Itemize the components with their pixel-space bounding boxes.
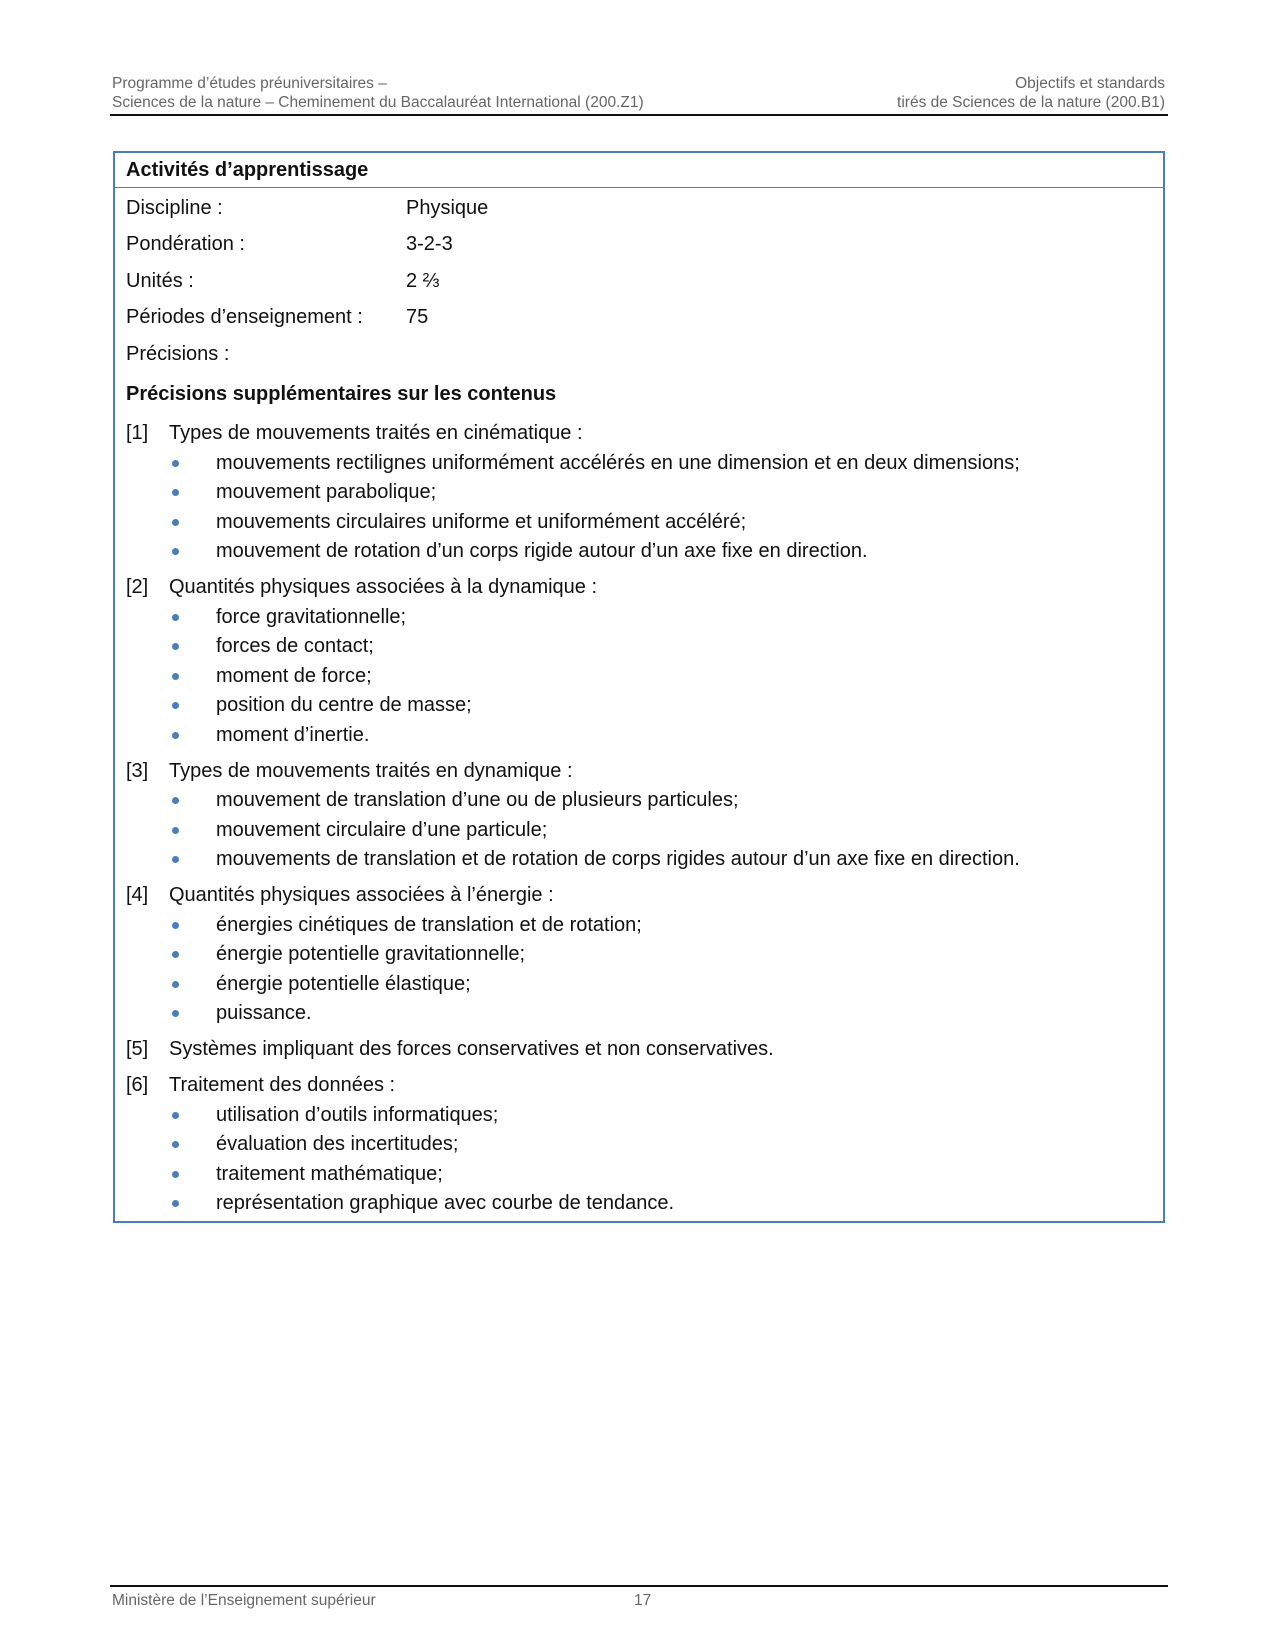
bullet-icon: [172, 1200, 179, 1207]
meta-label: Discipline :: [126, 196, 223, 219]
content-list: [115, 415, 1163, 1219]
section-subtitle: tirés de Sciences de la nature (200.B1): [897, 94, 1165, 111]
meta-row: [126, 336, 1152, 373]
program-subtitle: Sciences de la nature – Cheminement du Baccalauréat International (200.Z1): [112, 94, 644, 111]
bullet-text: mouvements de translation et de rotation de corps rigides autour d’un axe fixe en direction.: [216, 848, 1020, 871]
item-text: Types de mouvements traités en dynamique :: [169, 759, 573, 782]
bullet-icon: [172, 519, 179, 526]
bullet-icon: [172, 1112, 179, 1119]
footer-divider: [110, 1585, 1168, 1587]
bullet-item: [126, 999, 1152, 1029]
subheading: Précisions supplémentaires sur les contenus: [126, 382, 557, 405]
bullet-icon: [172, 1171, 179, 1178]
bullet-icon: [172, 548, 179, 555]
item-number: [2]: [126, 576, 149, 598]
bullet-icon: [172, 797, 179, 804]
bullet-text: force gravitationnelle;: [216, 605, 407, 628]
meta-value: Physique: [406, 196, 489, 219]
list-item: [126, 1035, 1152, 1065]
bullet-item: [126, 1160, 1152, 1190]
bullet-text: mouvement de translation d’une ou de plusieurs particules;: [216, 789, 739, 812]
list-item: [126, 419, 1152, 567]
bullet-icon: [172, 1010, 179, 1017]
bullet-item: [126, 786, 1152, 816]
bullet-item: [126, 970, 1152, 1000]
list-item: [126, 573, 1152, 751]
page-number: 17: [634, 1592, 652, 1609]
bullet-icon: [172, 1141, 179, 1148]
item-number: [6]: [126, 1074, 149, 1096]
item-number: [5]: [126, 1038, 149, 1060]
item-text: Quantités physiques associées à la dynamique :: [169, 576, 598, 598]
bullet-icon: [172, 643, 179, 650]
bullet-text: forces de contact;: [216, 635, 374, 658]
bullet-text: moment de force;: [216, 664, 372, 687]
box-title: Activités d’apprentissage: [115, 153, 1163, 188]
meta-value: 3-2-3: [406, 233, 453, 256]
bullet-item: [126, 603, 1152, 633]
bullet-text: puissance.: [216, 1002, 312, 1025]
meta-label: Pondération :: [126, 233, 245, 256]
bullet-item: [126, 911, 1152, 941]
bullet-text: énergie potentielle gravitationnelle;: [216, 943, 526, 966]
list-item: [126, 756, 1152, 875]
meta-value: 2 ⅔: [406, 269, 440, 292]
meta-row: [126, 227, 1152, 264]
bullet-icon: [172, 922, 179, 929]
bullet-icon: [172, 614, 179, 621]
bullet-icon: [172, 827, 179, 834]
bullet-icon: [172, 460, 179, 467]
bullet-icon: [172, 673, 179, 680]
bullet-text: mouvements rectilignes uniformément accélérés en une dimension et en deux dimensions;: [216, 451, 1020, 474]
bullet-item: [126, 632, 1152, 662]
header-right: [897, 74, 1165, 112]
bullet-text: énergies cinétiques de translation et de rotation;: [216, 913, 642, 936]
bullet-item: [126, 478, 1152, 508]
bullet-item: [126, 816, 1152, 846]
item-text: Systèmes impliquant des forces conservatives et non conservatives.: [169, 1038, 774, 1060]
item-text: Traitement des données :: [169, 1074, 396, 1096]
activities-box: [113, 151, 1165, 1223]
bullet-item: [126, 1101, 1152, 1131]
bullet-item: [126, 721, 1152, 751]
item-number: [4]: [126, 884, 149, 906]
section-title: Objectifs et standards: [1015, 75, 1165, 92]
bullet-text: mouvement de rotation d’un corps rigide autour d’un axe fixe en direction.: [216, 540, 868, 563]
bullet-text: moment d’inertie.: [216, 723, 370, 746]
item-number: [3]: [126, 759, 149, 782]
bullet-text: utilisation d’outils informatiques;: [216, 1103, 499, 1126]
list-item: [126, 881, 1152, 1029]
bullet-icon: [172, 856, 179, 863]
bullet-text: mouvement parabolique;: [216, 481, 437, 504]
header-divider: [110, 114, 1168, 116]
bullet-text: évaluation des incertitudes;: [216, 1133, 459, 1156]
meta-table: [115, 188, 1163, 373]
meta-row: [126, 300, 1152, 337]
item-text: Quantités physiques associées à l’énergie :: [169, 884, 554, 906]
bullet-text: mouvement circulaire d’une particule;: [216, 818, 548, 841]
bullet-item: [126, 662, 1152, 692]
footer-ministry: Ministère de l’Enseignement supérieur: [112, 1592, 376, 1609]
meta-label: Périodes d’enseignement :: [126, 306, 363, 329]
bullet-icon: [172, 489, 179, 496]
bullet-icon: [172, 981, 179, 988]
meta-label: Unités :: [126, 269, 194, 292]
bullet-item: [126, 537, 1152, 567]
header-left: [112, 74, 644, 112]
bullet-item: [126, 845, 1152, 875]
meta-label: Précisions :: [126, 342, 230, 365]
bullet-icon: [172, 702, 179, 709]
bullet-text: énergie potentielle élastique;: [216, 972, 471, 995]
bullet-text: position du centre de masse;: [216, 694, 472, 717]
bullet-icon: [172, 732, 179, 739]
bullet-text: mouvements circulaires uniforme et uniformément accéléré;: [216, 510, 747, 533]
bullet-item: [126, 691, 1152, 721]
bullet-item: [126, 1189, 1152, 1219]
bullet-item: [126, 508, 1152, 538]
meta-value: 75: [406, 306, 429, 329]
meta-row: [126, 263, 1152, 300]
meta-row: [126, 190, 1152, 227]
item-text: Types de mouvements traités en cinématique :: [169, 422, 583, 444]
bullet-icon: [172, 951, 179, 958]
item-number: [1]: [126, 422, 149, 444]
bullet-item: [126, 940, 1152, 970]
bullet-text: traitement mathématique;: [216, 1162, 443, 1185]
program-title: Programme d’études préuniversitaires –: [112, 75, 387, 92]
bullet-item: [126, 449, 1152, 479]
bullet-text: représentation graphique avec courbe de tendance.: [216, 1192, 675, 1215]
list-item: [126, 1071, 1152, 1219]
bullet-item: [126, 1130, 1152, 1160]
